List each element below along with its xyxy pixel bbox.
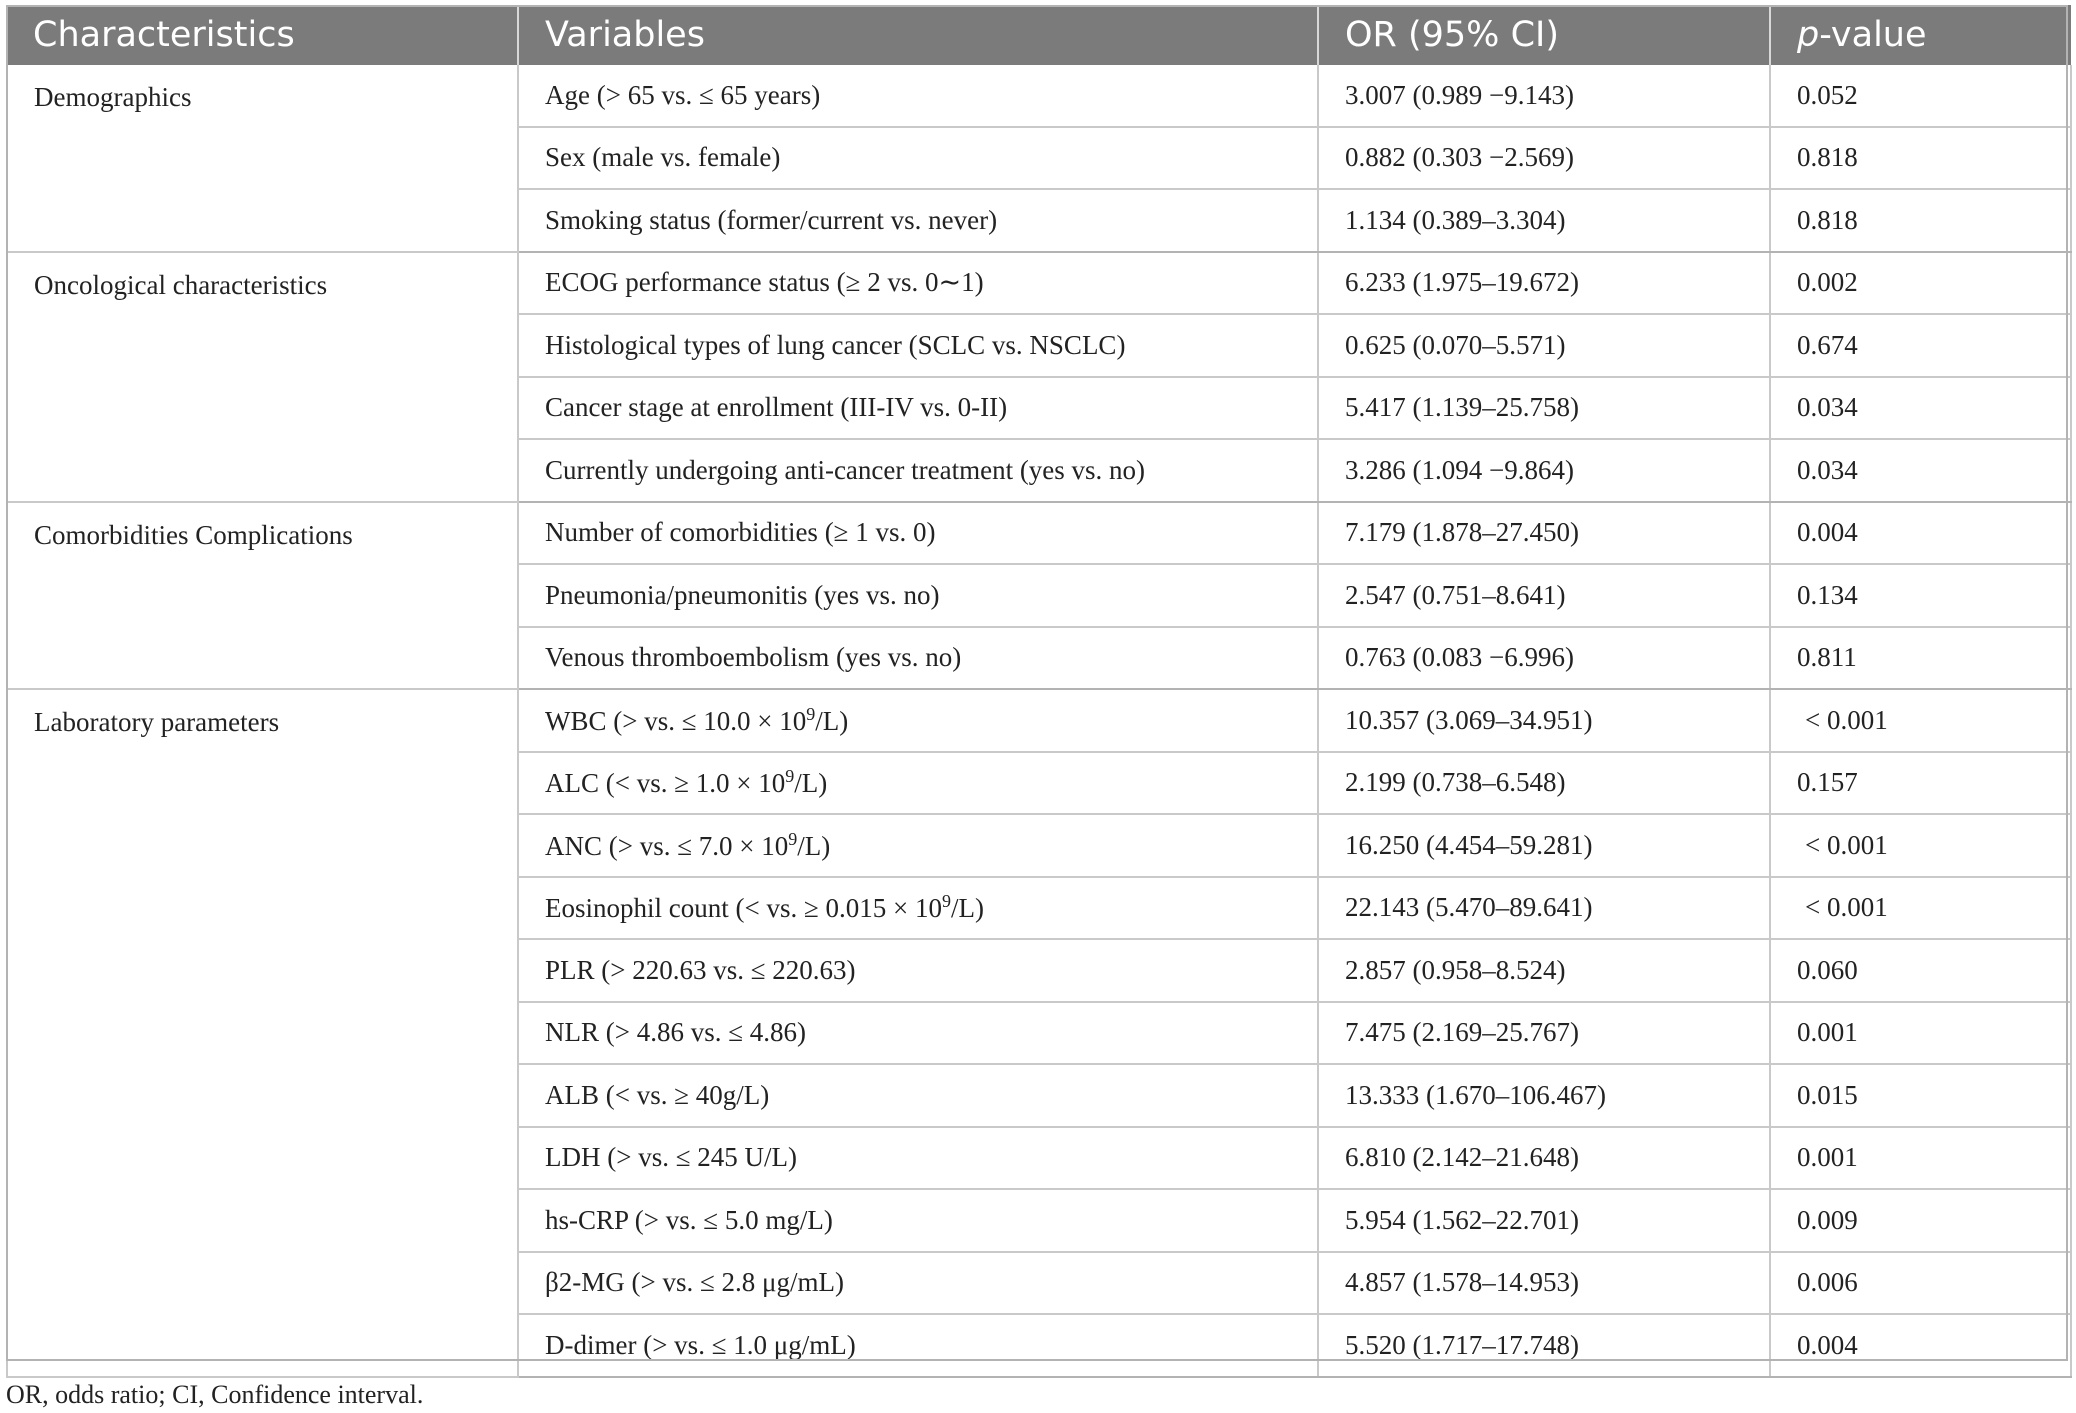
header-row	[7, 5, 2071, 65]
or-ci-cell: 0.763 (0.083 −6.996)	[1318, 627, 1770, 690]
or-ci-cell: 7.475 (2.169–25.767)	[1318, 1002, 1770, 1065]
group-name-cell: Comorbidities Complications	[7, 502, 518, 690]
or-ci-cell: 2.547 (0.751–8.641)	[1318, 564, 1770, 627]
or-ci-cell: 3.007 (0.989 −9.143)	[1318, 65, 1770, 127]
variable-cell: Currently undergoing anti-cancer treatment (yes vs. no)	[518, 439, 1318, 502]
variable-cell: hs-CRP (> vs. ≤ 5.0 mg/L)	[518, 1189, 1318, 1252]
or-ci-cell: 10.357 (3.069–34.951)	[1318, 689, 1770, 752]
variable-cell: Smoking status (former/current vs. never)	[518, 189, 1318, 252]
group-name-cell: Oncological characteristics	[7, 252, 518, 502]
or-ci-cell: 4.857 (1.578–14.953)	[1318, 1252, 1770, 1315]
or-ci-cell: 3.286 (1.094 −9.864)	[1318, 439, 1770, 502]
p-value-cell: 0.015	[1770, 1064, 2071, 1127]
variable-cell: PLR (> 220.63 vs. ≤ 220.63)	[518, 939, 1318, 1002]
variable-cell: NLR (> 4.86 vs. ≤ 4.86)	[518, 1002, 1318, 1065]
or-ci-cell: 16.250 (4.454–59.281)	[1318, 814, 1770, 877]
odds-ratio-table-container	[6, 5, 2070, 1378]
variable-unit: /L)	[815, 705, 849, 736]
header-variables: Variables	[518, 5, 1318, 65]
p-value-cell: < 0.001	[1770, 689, 2071, 752]
p-value-cell: 0.157	[1770, 752, 2071, 815]
variable-text: ANC (> vs. ≤ 7.0 × 10	[545, 830, 789, 861]
variable-cell	[518, 752, 1318, 815]
p-value-cell: < 0.001	[1770, 877, 2071, 940]
variable-cell: Venous thromboembolism (yes vs. no)	[518, 627, 1318, 690]
table-row	[7, 252, 2071, 315]
superscript: 9	[806, 703, 816, 724]
table-body	[7, 65, 2071, 1377]
p-value-cell: 0.811	[1770, 627, 2071, 690]
superscript: 9	[785, 766, 795, 787]
superscript: 9	[942, 891, 952, 912]
or-ci-cell: 6.810 (2.142–21.648)	[1318, 1127, 1770, 1190]
p-value-cell: 0.001	[1770, 1002, 2071, 1065]
p-value-cell: 0.006	[1770, 1252, 2071, 1315]
variable-cell: LDH (> vs. ≤ 245 U/L)	[518, 1127, 1318, 1190]
or-ci-cell: 0.882 (0.303 −2.569)	[1318, 127, 1770, 190]
header-p-value	[1770, 5, 2071, 65]
p-value-cell: 0.052	[1770, 65, 2071, 127]
header-p-rest: -value	[1819, 15, 1927, 55]
variable-cell: Sex (male vs. female)	[518, 127, 1318, 190]
variable-cell: β2-MG (> vs. ≤ 2.8 μg/mL)	[518, 1252, 1318, 1315]
or-ci-cell: 1.134 (0.389–3.304)	[1318, 189, 1770, 252]
or-ci-cell: 2.199 (0.738–6.548)	[1318, 752, 1770, 815]
p-value-cell: 0.818	[1770, 189, 2071, 252]
variable-cell: Number of comorbidities (≥ 1 vs. 0)	[518, 502, 1318, 565]
or-ci-cell: 6.233 (1.975–19.672)	[1318, 252, 1770, 315]
p-value-cell: 0.674	[1770, 314, 2071, 377]
p-value-cell: 0.134	[1770, 564, 2071, 627]
p-value-cell: 0.034	[1770, 377, 2071, 440]
p-value-cell: 0.001	[1770, 1127, 2071, 1190]
variable-cell	[518, 689, 1318, 752]
p-value-cell: 0.060	[1770, 939, 2071, 1002]
p-value-cell: 0.009	[1770, 1189, 2071, 1252]
or-ci-cell: 5.954 (1.562–22.701)	[1318, 1189, 1770, 1252]
or-ci-cell: 5.417 (1.139–25.758)	[1318, 377, 1770, 440]
variable-cell: Histological types of lung cancer (SCLC vs. NSCLC)	[518, 314, 1318, 377]
table-header	[7, 5, 2071, 65]
group-name-cell: Demographics	[7, 65, 518, 252]
variable-unit: /L)	[951, 893, 985, 924]
p-value-cell: 0.034	[1770, 439, 2071, 502]
table-row	[7, 689, 2071, 752]
header-or-ci: OR (95% CI)	[1318, 5, 1770, 65]
p-value-cell: 0.004	[1770, 1314, 2071, 1377]
table-footnote: OR, odds ratio; CI, Confidence interval.	[6, 1380, 424, 1409]
or-ci-cell: 22.143 (5.470–89.641)	[1318, 877, 1770, 940]
variable-cell	[518, 877, 1318, 940]
p-value-cell: 0.818	[1770, 127, 2071, 190]
variable-cell: ECOG performance status (≥ 2 vs. 0∼1)	[518, 252, 1318, 315]
header-p-italic: p	[1797, 15, 1820, 55]
variable-text: ALC (< vs. ≥ 1.0 × 10	[545, 768, 786, 799]
p-value-cell: 0.004	[1770, 502, 2071, 565]
or-ci-cell: 7.179 (1.878–27.450)	[1318, 502, 1770, 565]
variable-cell: ALB (< vs. ≥ 40g/L)	[518, 1064, 1318, 1127]
variable-unit: /L)	[797, 830, 831, 861]
table-row	[7, 65, 2071, 127]
p-value-cell: 0.002	[1770, 252, 2071, 315]
or-ci-cell: 2.857 (0.958–8.524)	[1318, 939, 1770, 1002]
group-name-cell: Laboratory parameters	[7, 689, 518, 1377]
variable-text: WBC (> vs. ≤ 10.0 × 10	[545, 705, 807, 736]
variable-cell	[518, 814, 1318, 877]
odds-ratio-table	[6, 5, 2072, 1378]
variable-unit: /L)	[794, 768, 828, 799]
variable-cell: Pneumonia/pneumonitis (yes vs. no)	[518, 564, 1318, 627]
or-ci-cell: 0.625 (0.070–5.571)	[1318, 314, 1770, 377]
or-ci-cell: 13.333 (1.670–106.467)	[1318, 1064, 1770, 1127]
or-ci-cell: 5.520 (1.717–17.748)	[1318, 1314, 1770, 1377]
header-characteristics: Characteristics	[7, 5, 518, 65]
p-value-cell: < 0.001	[1770, 814, 2071, 877]
variable-cell: Cancer stage at enrollment (III-IV vs. 0-II)	[518, 377, 1318, 440]
variable-cell: Age (> 65 vs. ≤ 65 years)	[518, 65, 1318, 127]
superscript: 9	[788, 828, 798, 849]
variable-text: Eosinophil count (< vs. ≥ 0.015 × 10	[545, 893, 943, 924]
table-row	[7, 502, 2071, 565]
variable-cell: D-dimer (> vs. ≤ 1.0 μg/mL)	[518, 1314, 1318, 1377]
